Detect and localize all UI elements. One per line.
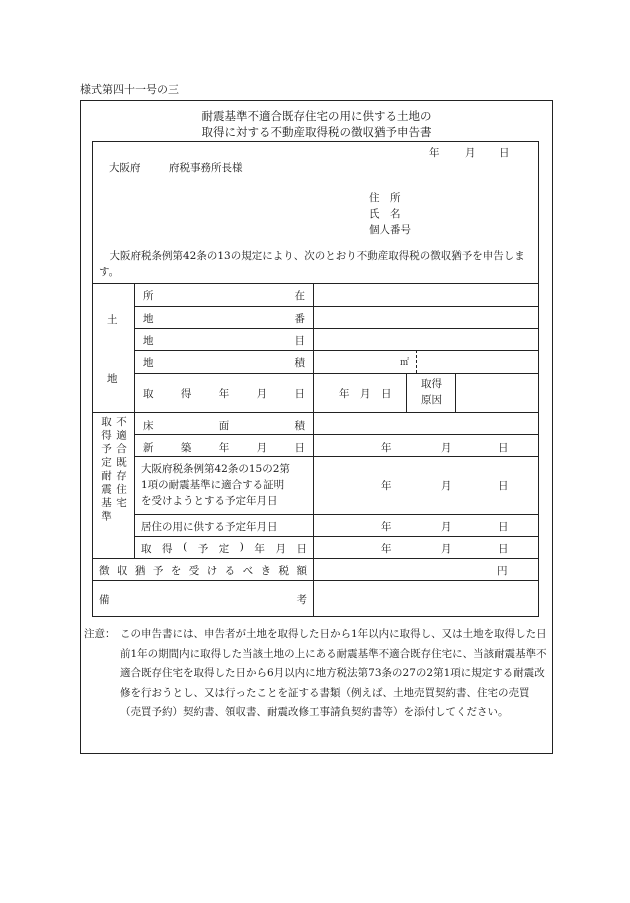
rule <box>134 456 539 457</box>
addressee-office: 府税事務所長様 <box>169 162 243 174</box>
land-lot-number-label: 地 番 <box>143 313 305 325</box>
form-body <box>92 141 539 617</box>
rule-land-group <box>134 283 135 412</box>
land-group-label-bottom: 地 <box>107 373 118 385</box>
area-dash-divider <box>416 350 417 373</box>
form-title-line-1: 耐震基準不適合既存住宅の用に供する土地の <box>201 109 432 123</box>
rule-house-top <box>93 412 539 413</box>
residence-month: 月 <box>441 521 452 533</box>
land-acquired-date-label: 取 得 年 月 日 <box>143 388 305 400</box>
house-acquisition-date-label: 取 得 ( 予 定 ) 年 月 日 <box>141 541 307 555</box>
certificate-month: 月 <box>441 480 452 492</box>
date-month-label: 月 <box>465 147 476 159</box>
rule-value-column <box>313 283 314 617</box>
addressee-prefecture: 大阪府 <box>109 162 141 174</box>
yen-unit: 円 <box>497 565 508 577</box>
new-construction-date-label: 新 築 年 月 日 <box>143 442 305 454</box>
applicant-address-label: 住 所 <box>369 192 401 204</box>
certificate-date-label: 大阪府税条例第42条の15の2第 1項の耐震基準に適合する証明 を受けようとする予定年月日 <box>141 463 290 507</box>
date-day-label: 日 <box>499 147 510 159</box>
new-construction-month: 月 <box>441 442 452 454</box>
rule <box>134 350 539 351</box>
rule <box>134 514 539 515</box>
certificate-year: 年 <box>381 480 392 492</box>
form-title-line-2: 取得に対する不動産取得税の徴収猶予申告書 <box>201 125 432 139</box>
house-acquisition-day: 日 <box>498 543 509 555</box>
floor-area-label: 床 面 積 <box>143 420 305 432</box>
rule <box>134 434 539 435</box>
certificate-day: 日 <box>498 480 509 492</box>
area-unit: ㎡ <box>400 358 410 368</box>
rule-reason-value <box>455 373 456 412</box>
applicant-id-label: 個人番号 <box>369 224 411 236</box>
land-group-label-top: 土 <box>107 314 118 326</box>
house-acquisition-month: 月 <box>441 543 452 555</box>
rule-house-group <box>134 412 135 558</box>
rule <box>134 536 539 537</box>
acquisition-reason-label: 取得 原因 <box>421 378 442 406</box>
land-location-label: 所 在 <box>143 290 305 302</box>
note-head: 注意： <box>84 628 116 640</box>
form-title <box>80 108 553 140</box>
rule <box>93 580 539 581</box>
residence-year: 年 <box>381 521 392 533</box>
date-year-label: 年 <box>429 147 440 159</box>
rule-land-top <box>93 283 539 284</box>
rule-reason <box>406 373 407 412</box>
rule <box>93 558 539 559</box>
residence-day: 日 <box>498 521 509 533</box>
new-construction-year: 年 <box>381 442 392 454</box>
land-area-label: 地 積 <box>143 357 305 369</box>
rule <box>134 373 539 374</box>
declaration-text: 大阪府税条例第42条の13の規定により、次のとおり不動産取得税の徴収猶予を申告します。 <box>99 250 525 278</box>
deferred-tax-label: 徴 収 猶 予 を 受 け る べ き 税 額 <box>99 565 307 577</box>
house-group-label-col2: 不適合既存住宅 <box>115 416 127 511</box>
land-category-label: 地 目 <box>143 335 305 347</box>
land-acquired-date-value: 年 月 日 <box>339 388 392 400</box>
residence-date-label: 居住の用に供する予定年月日 <box>141 521 278 533</box>
applicant-name-label: 氏 名 <box>369 208 401 220</box>
rule <box>134 306 539 307</box>
remarks-label: 備 考 <box>99 594 307 606</box>
note-body: この申告書には、申告者が土地を取得した日から1年以内に取得し、又は土地を取得した日前1年の期間内に取得した当該土地の上にある耐震基準不適合既存住宅に、当該耐震基準不適合既存住宅を取得した日から6月以内に地方税法第73条の27の2第1項に規定する耐震改修を行おうとし、又は行ったことを証する書類（例えば、土地売買契約書、住宅の売買（売買予約）契約書、領収書、耐震改修工事請負契約書等）を添付してください。 <box>120 628 547 718</box>
house-group-label-col1: 取得予定耐震基準 <box>100 416 112 524</box>
new-construction-day: 日 <box>498 442 509 454</box>
house-acquisition-year: 年 <box>381 543 392 555</box>
form-number: 様式第四十一号の三 <box>80 83 179 96</box>
rule <box>134 328 539 329</box>
